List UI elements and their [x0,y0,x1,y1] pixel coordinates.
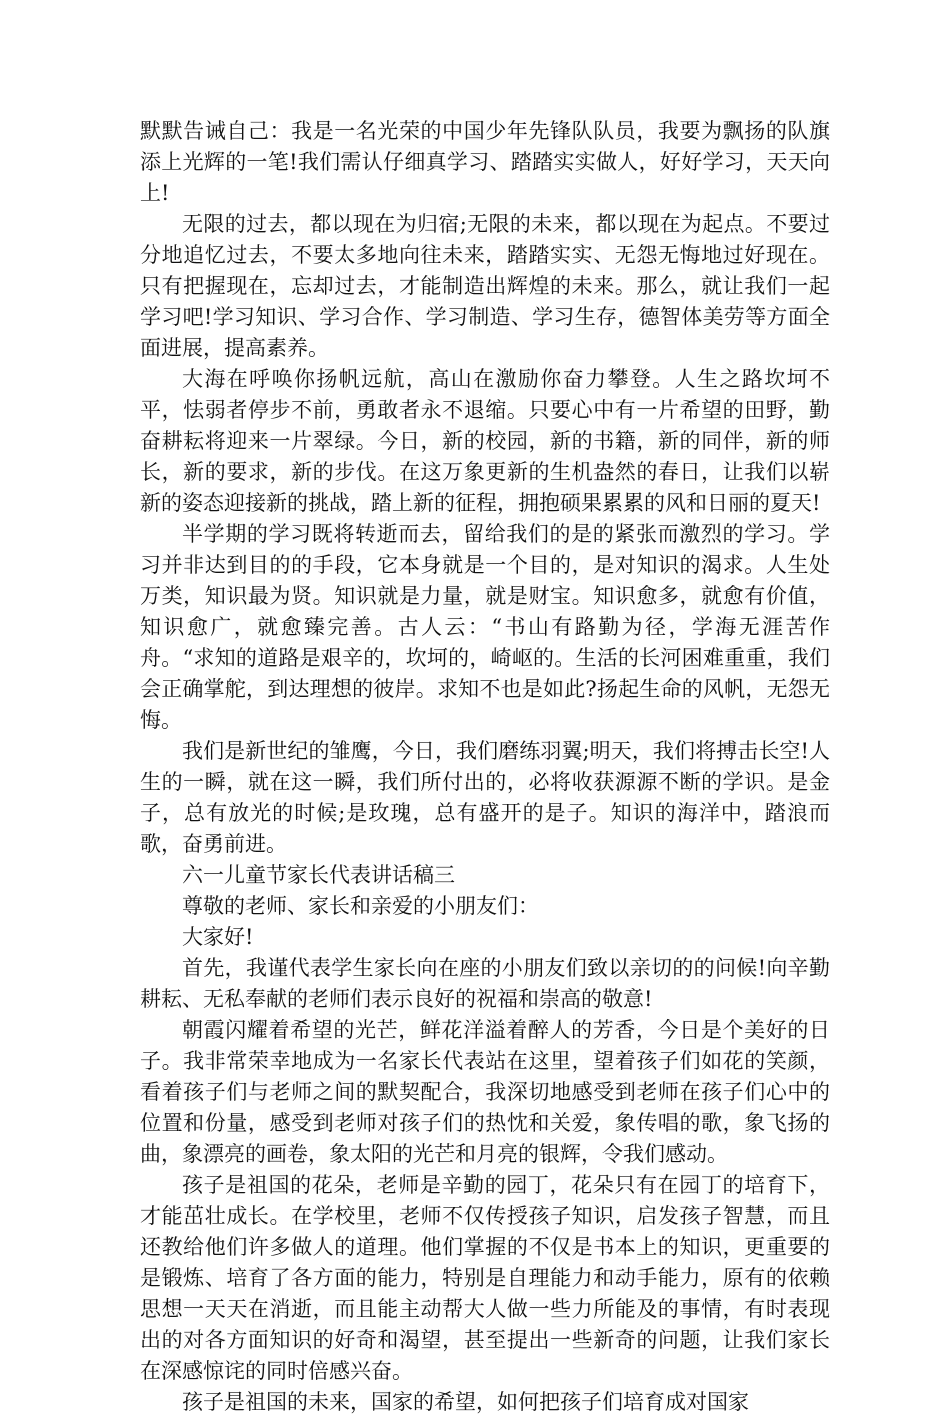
paragraph-5: 我们是新世纪的雏鹰，今日，我们磨练羽翼;明天，我们将搏击长空!人生的一瞬，就在这一瞬，我们所付出的，必将收获源源不断的学识。是金子，总有放光的时候;是玫瑰，总有盛开的是子。知识的海洋中，踏浪而歌，奋勇前进。 [140,739,830,856]
paragraph-10: 朝霞闪耀着希望的光芒，鲜花洋溢着醉人的芳香，今日是个美好的日子。我非常荣幸地成为一名家长代表站在这里，望着孩子们如花的笑颜，看着孩子们与老师之间的默契配合，我深切地感受到老师在孩子们心中的位置和份量，感受到老师对孩子们的热忱和关爱，象传唱的歌，象飞扬的曲，象漂亮的画卷，象太阳的光芒和月亮的银辉，令我们感动。 [140,1018,830,1166]
paragraph-2: 无限的过去，都以现在为归宿;无限的未来，都以现在为起点。不要过分地追忆过去，不要太多地向往未来，踏踏实实、无怨无悔地过好现在。只有把握现在，忘却过去，才能制造出辉煌的未来。那么，就让我们一起学习吧!学习知识、学习合作、学习制造、学习生存，德智体美劳等方面全面进展，提高素养。 [140,212,830,360]
paragraph-3: 大海在呼唤你扬帆远航，高山在激励你奋力攀登。人生之路坎坷不平，怯弱者停步不前，勇敢者永不退缩。只要心中有一片希望的田野，勤奋耕耘将迎来一片翠绿。今日，新的校园，新的书籍，新的同伴，新的师长，新的要求，新的步伐。在这万象更新的生机盎然的春日，让我们以崭新的姿态迎接新的挑战，踏上新的征程，拥抱硕果累累的风和日丽的夏天! [140,367,830,515]
salutation: 尊敬的老师、家长和亲爱的小朋友们： [182,894,539,918]
paragraph-4: 半学期的学习既将转逝而去，留给我们的是的紧张而激烈的学习。学习并非达到目的的手段，它本身就是一个目的，是对知识的渴求。人生处万类，知识最为贤。知识就是力量，就是财宝。知识愈多，就愈有价值，知识愈广，就愈臻完善。古人云：“书山有路勤为径，学海无涯苦作舟。“求知的道路是艰辛的，坎坷的，崎岖的。生活的长河困难重重，我们会正确掌舵，到达理想的彼岸。求知不也是如此?扬起生命的风帆，无怨无悔。 [140,522,830,732]
section-title: 六一儿童节家长代表讲话稿三 [182,863,455,887]
paragraph-1: 默默告诫自己：我是一名光荣的中国少年先锋队队员，我要为飘扬的队旗添上光辉的一笔!我们需认仔细真学习、踏踏实实做人，好好学习，天天向上! [140,119,830,205]
paragraph-12: 孩子是祖国的未来，国家的希望，如何把孩子们培育成对国家 [182,1390,749,1414]
greeting: 大家好! [182,925,254,949]
document-page [140,116,830,1418]
paragraph-9: 首先，我谨代表学生家长向在座的小朋友们致以亲切的的问候!向辛勤耕耘、无私奉献的老师们表示良好的祝福和崇高的敬意! [140,956,830,1011]
paragraph-11: 孩子是祖国的花朵，老师是辛勤的园丁，花朵只有在园丁的培育下，才能茁壮成长。在学校里，老师不仅传授孩子知识，启发孩子智慧，而且还教给他们许多做人的道理。他们掌握的不仅是书本上的知识，更重要的是锻炼、培育了各方面的能力，特别是自理能力和动手能力，原有的依赖思想一天天在消逝，而且能主动帮大人做一些力所能及的事情，有时表现出的对各方面知识的好奇和渴望，甚至提出一些新奇的问题，让我们家长在深感惊诧的同时倍感兴奋。 [140,1173,830,1383]
